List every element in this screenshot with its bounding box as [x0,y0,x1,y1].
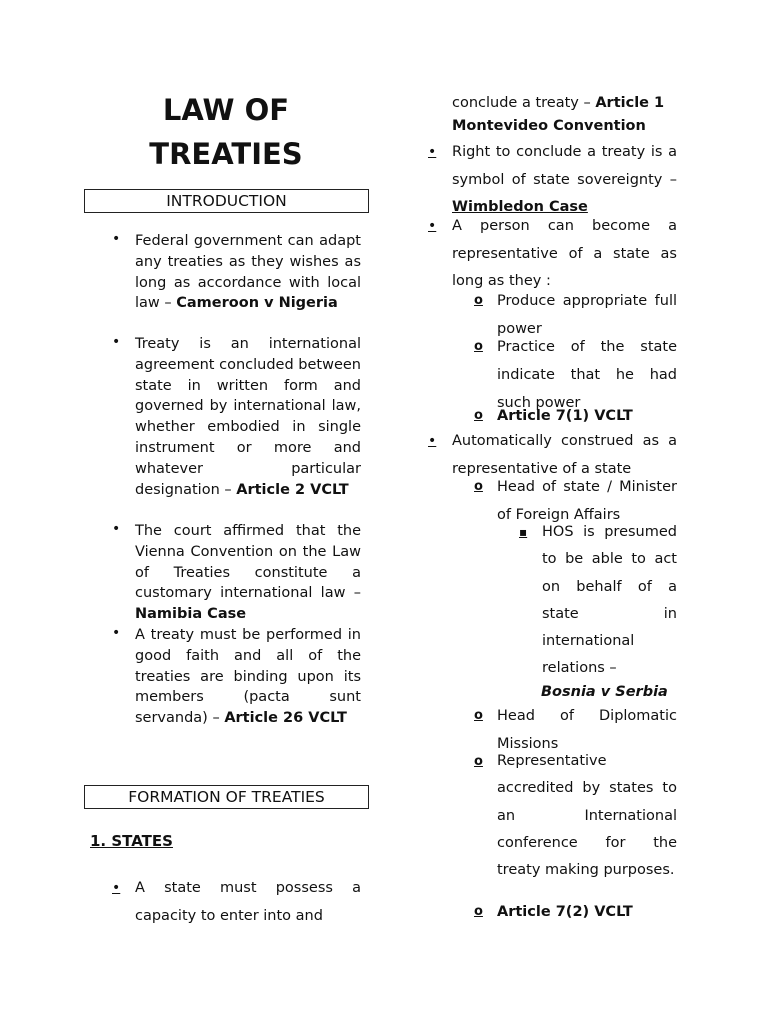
circle-marker: o [474,339,483,354]
circle-marker: o [474,904,483,919]
continuation-text: conclude a treaty – Article 1 [452,95,665,111]
sub-item-text: Representative accredited by states to an International conference for the treaty making purposes. [497,753,677,879]
circle-marker: o [474,708,483,723]
sub-item-text: Head of Diplomatic Missions [497,708,677,752]
sub-item-practice [474,333,677,417]
title-line-1: LAW OF [162,93,290,127]
sub-item-representative [474,748,677,884]
intro-bullet-4 [112,625,361,729]
sub-item-text: Practice of the state indicate that he had such power [497,339,677,411]
citation: Article 7(2) VCLT [497,904,633,920]
circle-marker: o [474,293,483,308]
bullet-text: A treaty must be performed in good faith and all of the treaties are binding upon its members (pacta sunt servanda) – Article 26 VCLT [135,627,361,727]
sub-sub-item-text: HOS is presumed to be able to act on behalf of a state in international relations – [542,524,677,677]
circle-marker: o [474,479,483,494]
citation: Article 1 [595,95,665,111]
bullet-text: Automatically construed as a representative of a state [452,433,677,477]
bullet-text: A person can become a representative of a state as long as they : [452,218,677,289]
bullet-marker: • [112,625,121,641]
section-heading-formation: FORMATION OF TREATIES [84,785,369,809]
states-bullet [112,874,361,930]
section-heading-introduction: INTRODUCTION [84,189,369,213]
sub-item-text: Produce appropriate full power [497,293,677,337]
right-bullet-1 [428,139,677,222]
sub-item-article-7-2 [474,902,677,922]
citation: Wimbledon Case [452,199,588,215]
citation-bosnia: Bosnia v Serbia [541,684,668,700]
bullet-text: Right to conclude a treaty is a symbol of state sovereignty – Wimbledon Case [452,144,677,215]
bullet-marker: • [428,144,437,160]
bullet-marker: • [428,218,437,234]
title-line-2: TREATIES [149,137,303,171]
circle-marker: o [474,754,483,769]
bullet-text: A state must possess a capacity to enter into and [135,880,361,924]
citation: Article 2 VCLT [236,481,349,498]
bullet-marker: • [112,521,121,537]
citation: Article 26 VCLT [224,710,347,727]
citation-montevideo: Montevideo Convention [452,118,646,134]
subheading-states: 1. STATES [90,832,173,850]
document-title [84,88,368,176]
intro-bullet-2 [112,334,361,500]
bullet-marker: • [112,880,121,896]
intro-bullet-1 [112,231,361,314]
sub-sub-item-hos [519,519,677,683]
citation: Cameroon v Nigeria [176,295,338,312]
bullet-marker: • [112,334,121,350]
bullet-text: Treaty is an international agreement concluded between state in written form and governed by international law, whether embodied in single instrument or more and whatever particular designation – Article 2 VCLT [135,336,361,498]
sub-item-text: Head of state / Minister of Foreign Affairs [497,479,677,523]
bullet-text: Federal government can adapt any treaties as they wishes as long as accordance with local law – Cameroon v Nigeria [135,233,361,312]
circle-marker: o [474,408,483,423]
citation: Article 7(1) VCLT [497,408,633,424]
intro-bullet-3 [112,521,361,625]
bullet-marker: • [112,231,121,247]
bullet-text: The court affirmed that the Vienna Convention on the Law of Treaties constitute a customary international law – Namibia Case [135,523,361,623]
citation: Namibia Case [135,606,247,623]
sub-item-article-7-1 [474,406,677,426]
right-bullet-2 [428,213,677,296]
square-marker: ▪ [519,525,528,539]
bullet-marker: • [428,433,437,449]
